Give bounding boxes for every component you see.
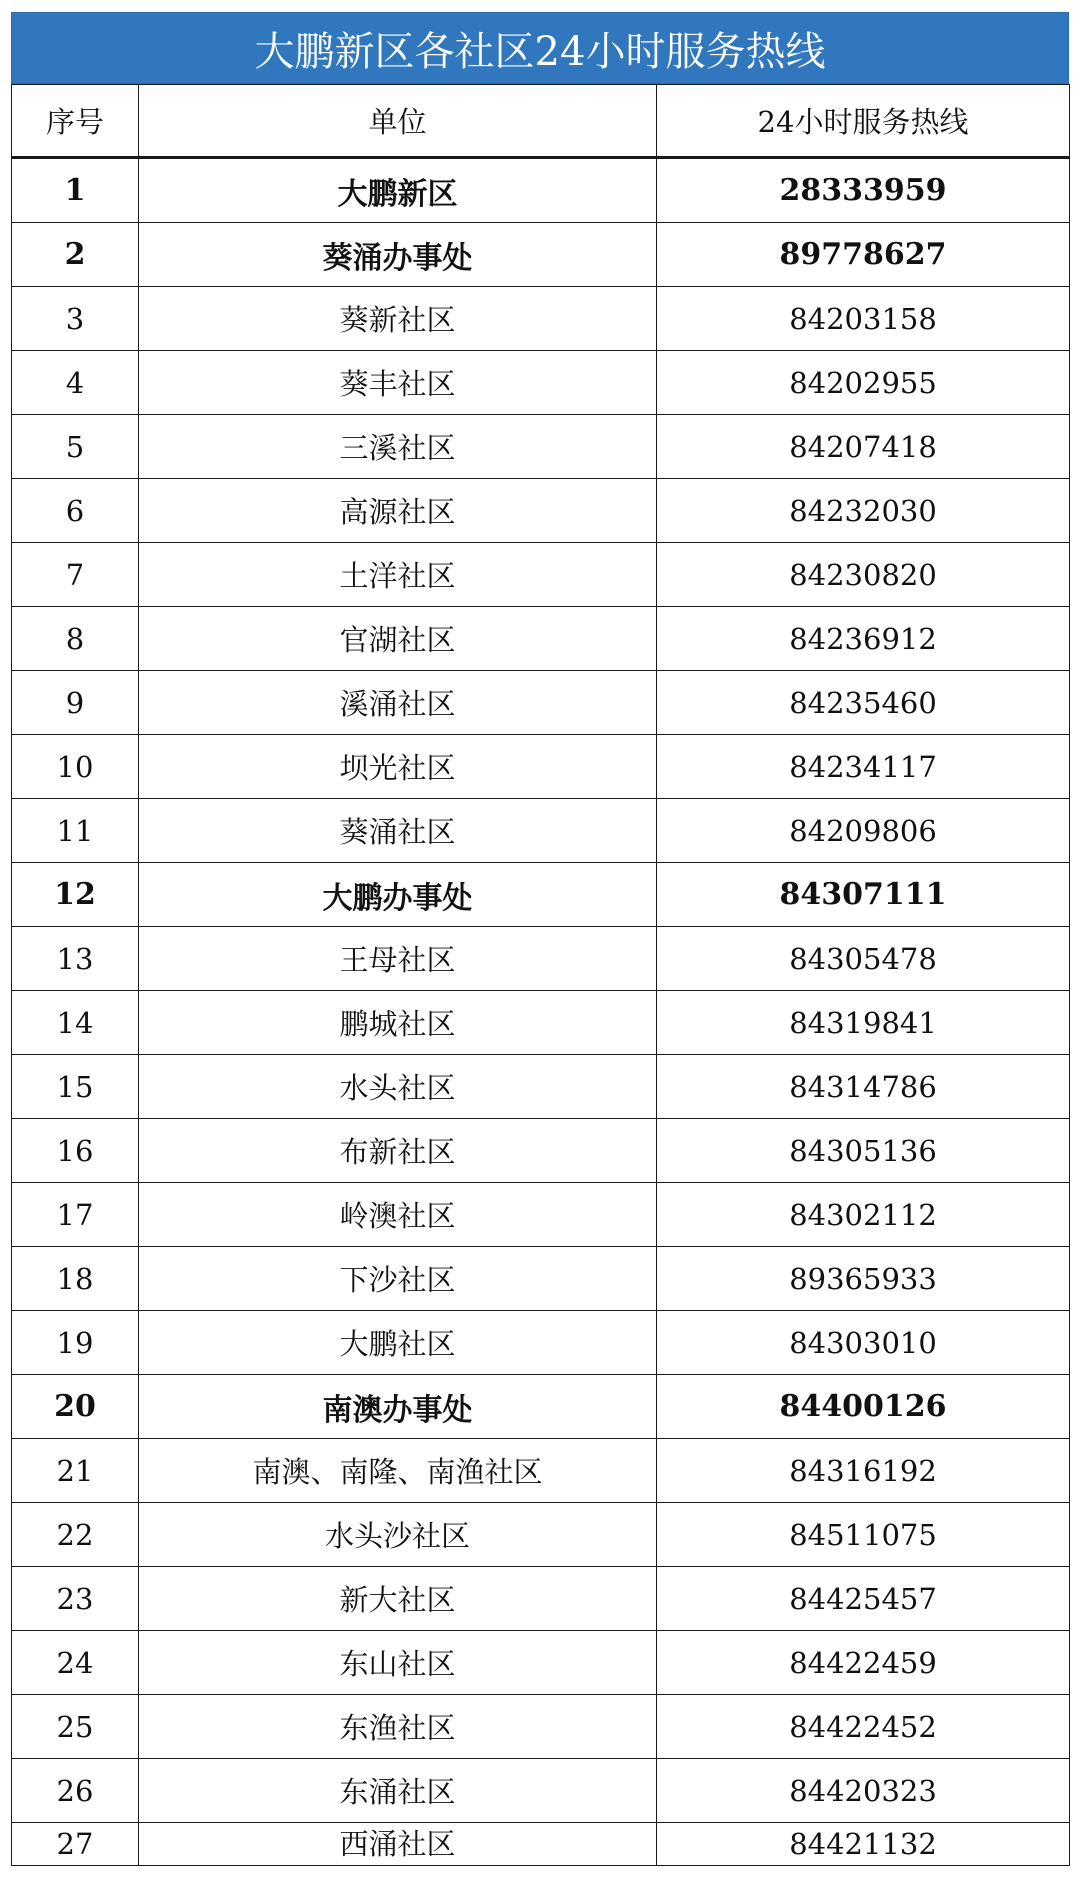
table-row bbox=[12, 543, 1070, 607]
row-no: 10 bbox=[12, 735, 139, 799]
row-no: 20 bbox=[12, 1375, 139, 1439]
row-phone: 84209806 bbox=[657, 799, 1070, 863]
table-row bbox=[12, 799, 1070, 863]
table-row bbox=[12, 863, 1070, 927]
row-phone: 84422452 bbox=[657, 1695, 1070, 1759]
table-row bbox=[12, 671, 1070, 735]
row-phone: 84314786 bbox=[657, 1055, 1070, 1119]
row-unit: 水头社区 bbox=[139, 1055, 657, 1119]
row-unit: 高源社区 bbox=[139, 479, 657, 543]
row-no: 7 bbox=[12, 543, 139, 607]
table-header bbox=[12, 85, 1070, 158]
row-no: 12 bbox=[12, 863, 139, 927]
hotline-sheet bbox=[11, 12, 1069, 1866]
table-title: 大鹏新区各社区24小时服务热线 bbox=[11, 12, 1069, 84]
row-phone: 84305136 bbox=[657, 1119, 1070, 1183]
row-unit: 葵新社区 bbox=[139, 287, 657, 351]
row-phone: 84319841 bbox=[657, 991, 1070, 1055]
row-phone: 84422459 bbox=[657, 1631, 1070, 1695]
table-row bbox=[12, 223, 1070, 287]
table-row bbox=[12, 351, 1070, 415]
table-row bbox=[12, 1695, 1070, 1759]
table-body bbox=[12, 158, 1070, 1866]
header-unit: 单位 bbox=[139, 85, 657, 158]
row-phone: 84235460 bbox=[657, 671, 1070, 735]
table-row bbox=[12, 1567, 1070, 1631]
row-unit: 东渔社区 bbox=[139, 1695, 657, 1759]
row-no: 22 bbox=[12, 1503, 139, 1567]
row-unit: 大鹏新区 bbox=[139, 158, 657, 223]
row-unit: 官湖社区 bbox=[139, 607, 657, 671]
row-no: 13 bbox=[12, 927, 139, 991]
row-no: 2 bbox=[12, 223, 139, 287]
row-no: 17 bbox=[12, 1183, 139, 1247]
row-unit: 葵涌社区 bbox=[139, 799, 657, 863]
row-unit: 溪涌社区 bbox=[139, 671, 657, 735]
table-row bbox=[12, 991, 1070, 1055]
table-row bbox=[12, 1183, 1070, 1247]
row-no: 8 bbox=[12, 607, 139, 671]
row-unit: 新大社区 bbox=[139, 1567, 657, 1631]
row-unit: 东涌社区 bbox=[139, 1759, 657, 1823]
table-row bbox=[12, 1119, 1070, 1183]
row-no: 11 bbox=[12, 799, 139, 863]
hotline-table bbox=[11, 84, 1070, 1866]
row-unit: 布新社区 bbox=[139, 1119, 657, 1183]
row-no: 16 bbox=[12, 1119, 139, 1183]
row-no: 4 bbox=[12, 351, 139, 415]
row-unit: 岭澳社区 bbox=[139, 1183, 657, 1247]
table-row bbox=[12, 607, 1070, 671]
row-unit: 三溪社区 bbox=[139, 415, 657, 479]
row-no: 18 bbox=[12, 1247, 139, 1311]
row-phone: 84511075 bbox=[657, 1503, 1070, 1567]
table-row bbox=[12, 1375, 1070, 1439]
row-no: 26 bbox=[12, 1759, 139, 1823]
row-no: 14 bbox=[12, 991, 139, 1055]
row-no: 5 bbox=[12, 415, 139, 479]
row-phone: 84425457 bbox=[657, 1567, 1070, 1631]
table-row bbox=[12, 1311, 1070, 1375]
row-phone: 84420323 bbox=[657, 1759, 1070, 1823]
row-no: 23 bbox=[12, 1567, 139, 1631]
row-unit: 葵丰社区 bbox=[139, 351, 657, 415]
row-phone: 84303010 bbox=[657, 1311, 1070, 1375]
table-row bbox=[12, 1631, 1070, 1695]
row-unit: 土洋社区 bbox=[139, 543, 657, 607]
table-row bbox=[12, 1759, 1070, 1823]
row-unit: 坝光社区 bbox=[139, 735, 657, 799]
row-no: 6 bbox=[12, 479, 139, 543]
row-unit: 葵涌办事处 bbox=[139, 223, 657, 287]
row-no: 21 bbox=[12, 1439, 139, 1503]
header-row bbox=[12, 85, 1070, 158]
row-unit: 西涌社区 bbox=[139, 1823, 657, 1866]
table-row bbox=[12, 479, 1070, 543]
row-no: 3 bbox=[12, 287, 139, 351]
row-phone: 84232030 bbox=[657, 479, 1070, 543]
table-row bbox=[12, 735, 1070, 799]
row-phone: 84305478 bbox=[657, 927, 1070, 991]
header-no: 序号 bbox=[12, 85, 139, 158]
row-unit: 东山社区 bbox=[139, 1631, 657, 1695]
row-phone: 28333959 bbox=[657, 158, 1070, 223]
row-phone: 84307111 bbox=[657, 863, 1070, 927]
table-row bbox=[12, 158, 1070, 223]
row-no: 27 bbox=[12, 1823, 139, 1866]
row-phone: 84203158 bbox=[657, 287, 1070, 351]
row-no: 24 bbox=[12, 1631, 139, 1695]
row-phone: 84316192 bbox=[657, 1439, 1070, 1503]
row-no: 1 bbox=[12, 158, 139, 223]
row-unit: 王母社区 bbox=[139, 927, 657, 991]
row-phone: 84421132 bbox=[657, 1823, 1070, 1866]
row-no: 9 bbox=[12, 671, 139, 735]
table-row bbox=[12, 1823, 1070, 1866]
row-no: 25 bbox=[12, 1695, 139, 1759]
row-unit: 大鹏办事处 bbox=[139, 863, 657, 927]
table-row bbox=[12, 927, 1070, 991]
row-unit: 水头沙社区 bbox=[139, 1503, 657, 1567]
row-unit: 大鹏社区 bbox=[139, 1311, 657, 1375]
row-unit: 南澳办事处 bbox=[139, 1375, 657, 1439]
row-phone: 84230820 bbox=[657, 543, 1070, 607]
row-phone: 84400126 bbox=[657, 1375, 1070, 1439]
row-no: 15 bbox=[12, 1055, 139, 1119]
table-row bbox=[12, 1055, 1070, 1119]
table-row bbox=[12, 1247, 1070, 1311]
table-row bbox=[12, 415, 1070, 479]
row-unit: 下沙社区 bbox=[139, 1247, 657, 1311]
row-no: 19 bbox=[12, 1311, 139, 1375]
row-phone: 84234117 bbox=[657, 735, 1070, 799]
row-phone: 84202955 bbox=[657, 351, 1070, 415]
row-unit: 南澳、南隆、南渔社区 bbox=[139, 1439, 657, 1503]
header-phone: 24小时服务热线 bbox=[657, 85, 1070, 158]
row-phone: 84302112 bbox=[657, 1183, 1070, 1247]
row-phone: 84207418 bbox=[657, 415, 1070, 479]
row-phone: 84236912 bbox=[657, 607, 1070, 671]
row-unit: 鹏城社区 bbox=[139, 991, 657, 1055]
table-row bbox=[12, 1503, 1070, 1567]
row-phone: 89365933 bbox=[657, 1247, 1070, 1311]
table-row bbox=[12, 1439, 1070, 1503]
table-row bbox=[12, 287, 1070, 351]
row-phone: 89778627 bbox=[657, 223, 1070, 287]
